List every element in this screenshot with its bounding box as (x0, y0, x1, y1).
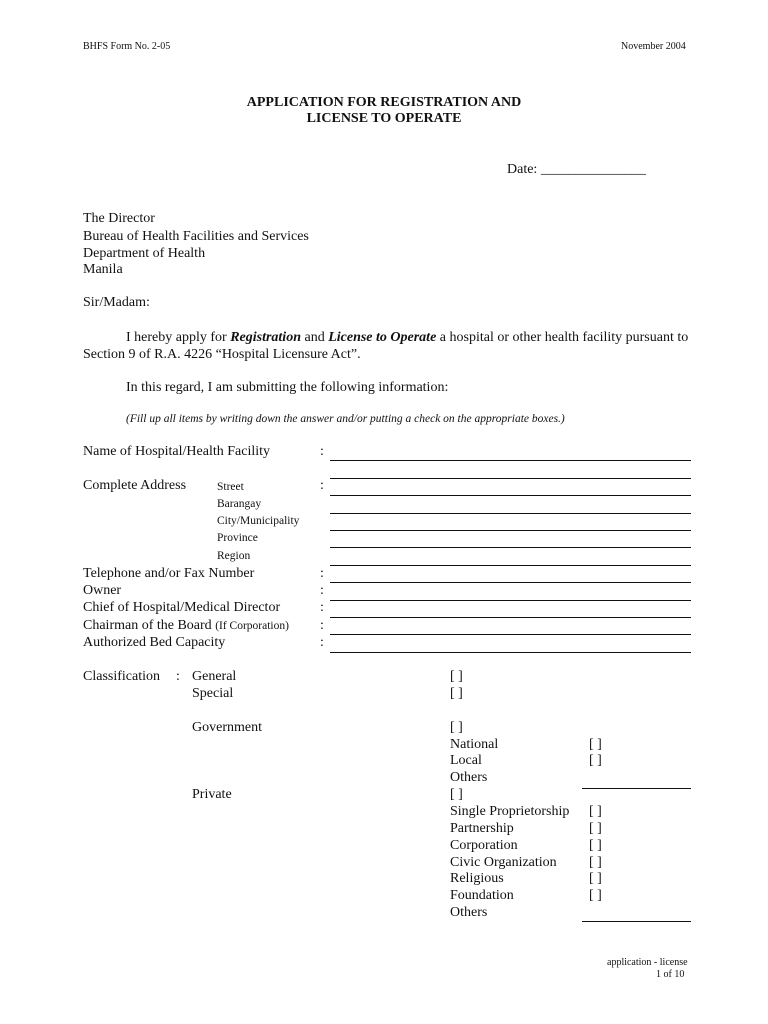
gov-national-label: National (450, 737, 499, 752)
private-corporation-checkbox[interactable]: [ ] (589, 838, 602, 853)
private-partnership-label: Partnership (450, 821, 514, 836)
addressee-title: The Director (83, 211, 155, 226)
class-government-label: Government (192, 720, 262, 735)
footer-page-number: 1 of 10 (656, 969, 685, 980)
classification-label: Classification (83, 669, 160, 684)
field-label-chief: Chief of Hospital/Medical Director (83, 600, 281, 615)
gov-local-checkbox[interactable]: [ ] (589, 753, 602, 768)
gov-national-checkbox[interactable]: [ ] (589, 737, 602, 752)
field-label-name: Name of Hospital/Health Facility (83, 444, 271, 459)
field-label-region: Region (217, 550, 251, 562)
colon: : (320, 635, 324, 650)
colon: : (176, 669, 180, 684)
private-foundation-label: Foundation (450, 888, 514, 903)
footer-label: application - license (607, 957, 688, 968)
gov-others-line[interactable] (582, 788, 691, 789)
private-single-label: Single Proprietorship (450, 804, 570, 819)
field-label-owner: Owner (83, 583, 122, 598)
field-label-beds: Authorized Bed Capacity (83, 635, 226, 650)
field-line-address-top[interactable] (330, 478, 691, 479)
form-number: BHFS Form No. 2-05 (83, 41, 171, 52)
field-line-chairman[interactable] (330, 634, 691, 635)
title-line-2: LICENSE TO OPERATE (306, 111, 462, 126)
private-others-line[interactable] (582, 921, 691, 922)
field-line-owner[interactable] (330, 600, 691, 601)
field-label-address: Complete Address (83, 478, 187, 493)
addressee-bureau: Bureau of Health Facilities and Services (83, 229, 309, 244)
colon: : (320, 618, 324, 633)
field-line-barangay[interactable] (330, 513, 691, 514)
field-label-province: Province (217, 532, 258, 544)
class-private-label: Private (192, 787, 232, 802)
instruction-text: (Fill up all items by writing down the answer and/or putting a check on the appropriate boxes.) (126, 413, 565, 425)
gov-local-label: Local (450, 753, 482, 768)
class-private-checkbox[interactable]: [ ] (450, 787, 463, 802)
field-label-chairman: Chairman of the Board (If Corporation) (83, 618, 289, 633)
gov-others-label: Others (450, 770, 488, 785)
field-label-street: Street (217, 481, 244, 493)
colon: : (320, 600, 324, 615)
field-label-phone: Telephone and/or Fax Number (83, 566, 255, 581)
field-line-phone[interactable] (330, 582, 691, 583)
private-foundation-checkbox[interactable]: [ ] (589, 888, 602, 903)
private-religious-checkbox[interactable]: [ ] (589, 871, 602, 886)
private-civic-label: Civic Organization (450, 855, 557, 870)
colon: : (320, 444, 324, 459)
field-line-chief[interactable] (330, 617, 691, 618)
field-line-street[interactable] (330, 495, 691, 496)
class-special-label: Special (192, 686, 234, 701)
private-corporation-label: Corporation (450, 838, 518, 853)
salutation: Sir/Madam: (83, 295, 150, 310)
colon: : (320, 478, 324, 493)
title-line-1: APPLICATION FOR REGISTRATION AND (246, 95, 522, 110)
field-label-city: City/Municipality (217, 515, 300, 527)
addressee-city: Manila (83, 262, 123, 277)
field-line-region[interactable] (330, 565, 691, 566)
field-label-barangay: Barangay (217, 498, 262, 510)
class-general-label: General (192, 669, 237, 684)
field-line-city[interactable] (330, 530, 691, 531)
private-religious-label: Religious (450, 871, 504, 886)
colon: : (320, 566, 324, 581)
field-line-beds[interactable] (330, 652, 691, 653)
class-special-checkbox[interactable]: [ ] (450, 686, 463, 701)
private-civic-checkbox[interactable]: [ ] (589, 855, 602, 870)
colon: : (320, 583, 324, 598)
addressee-department: Department of Health (83, 246, 206, 261)
private-others-label: Others (450, 905, 488, 920)
form-date: November 2004 (621, 41, 686, 52)
intro-paragraph: I hereby apply for Registration and License to Operate a hospital or other health facility pursuant to Section 9 of R.A. 4226 “Hospital Licensure Act”. (83, 330, 689, 362)
submitting-text: In this regard, I am submitting the following information: (126, 380, 449, 395)
field-line-province[interactable] (330, 547, 691, 548)
class-government-checkbox[interactable]: [ ] (450, 720, 463, 735)
class-general-checkbox[interactable]: [ ] (450, 669, 463, 684)
date-field[interactable]: Date: _______________ (507, 162, 646, 177)
field-line-name[interactable] (330, 460, 691, 461)
private-single-checkbox[interactable]: [ ] (589, 804, 602, 819)
private-partnership-checkbox[interactable]: [ ] (589, 821, 602, 836)
